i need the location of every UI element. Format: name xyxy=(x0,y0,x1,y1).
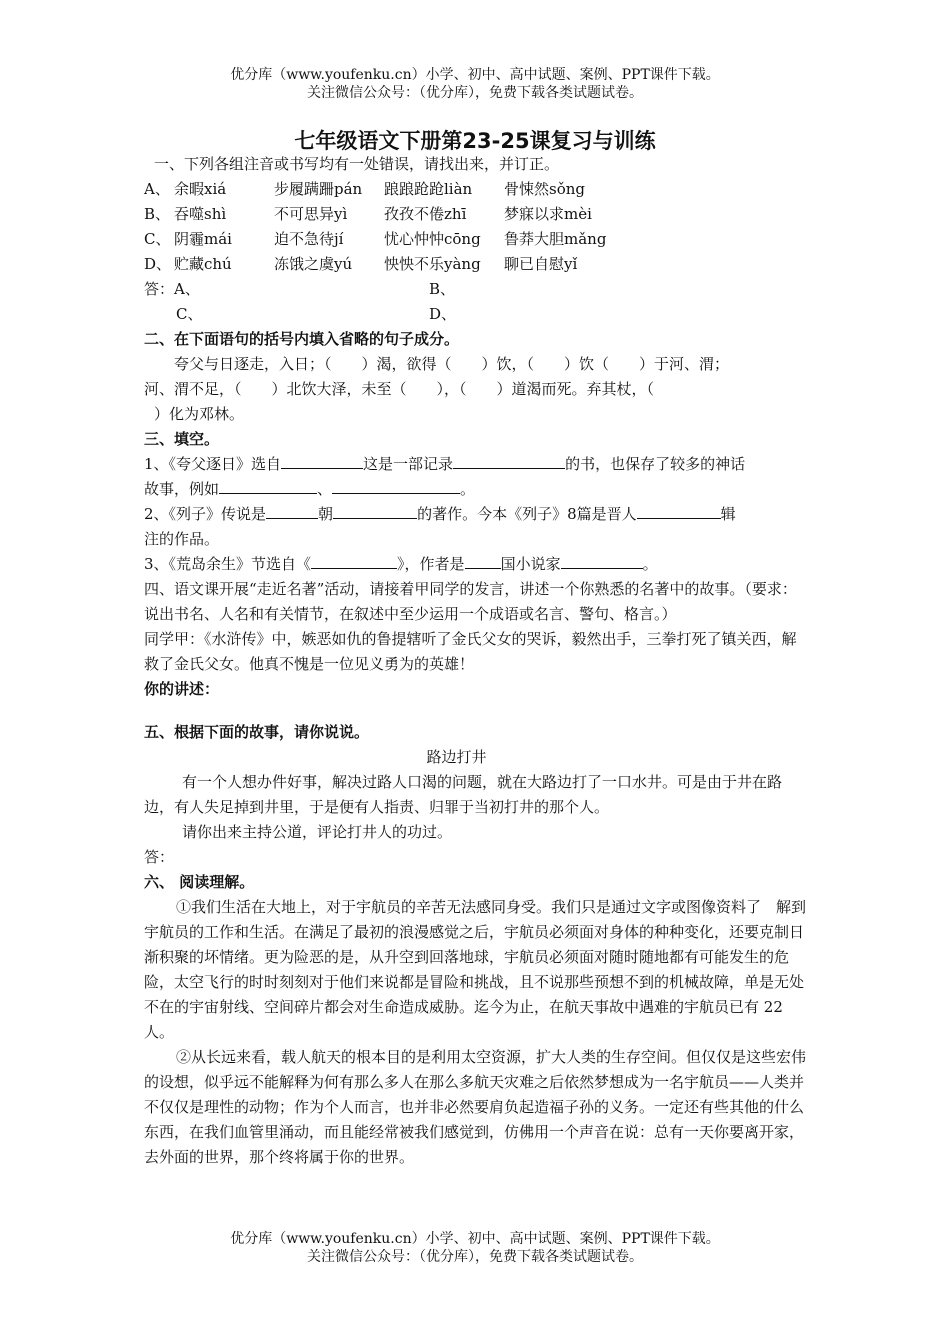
option-item: 吞噬shì xyxy=(174,205,227,223)
fill-blank[interactable] xyxy=(266,502,318,519)
story-question: 请你出来主持公道，评论打井人的功过。 xyxy=(182,823,453,841)
footer-line-1: 优分库（www.youfenku.cn）小学、初中、高中试题、案例、PPT课件下载。 xyxy=(230,1231,720,1247)
section-1-heading: 一、下列各组注音或书写均有一处错误，请找出来，并订正。 xyxy=(154,155,560,173)
fill-text: 朝 xyxy=(318,505,334,523)
document-title: 七年级语文下册第23-25课复习与训练 xyxy=(294,129,656,153)
fill-blank[interactable] xyxy=(453,452,565,469)
fill-text: 这是一部记录 xyxy=(363,455,454,473)
section-6-heading: 六、 阅读理解。 xyxy=(144,873,255,891)
fill-blank[interactable] xyxy=(332,477,460,494)
section-3-heading: 三、填空。 xyxy=(144,430,220,448)
fill-text: 的著作。今本《列子》8篇是晋人 xyxy=(417,505,637,523)
option-d xyxy=(144,252,809,277)
fill-text: 国小说家 xyxy=(500,555,561,573)
option-label: D、 xyxy=(144,255,172,273)
section-2-heading: 二、在下面语句的括号内填入省略的句子成分。 xyxy=(144,330,460,348)
option-label: C、 xyxy=(144,230,171,248)
fill-text: 》，作者是 xyxy=(397,555,465,573)
section-5-answer: 答： xyxy=(144,848,175,866)
header-line-1: 优分库（www.youfenku.cn）小学、初中、高中试题、案例、PPT课件下载。 xyxy=(230,67,720,83)
section-4-prompt: 四、语文课开展“走近名著”活动，请接着甲同学的发言，讲述一个你熟悉的名著中的故事。（要求：说出书名、人名和有关情节，在叙述中至少运用一个成语或名言、警句、格言。） xyxy=(144,580,797,623)
answer-row-1 xyxy=(144,277,809,302)
fill-q2-line-1 xyxy=(144,502,809,527)
section-2-line-1: 夸父与日逐走，入日；（ ）渴，欲得（ ）饮，（ ）饮（ ）于河、渭； xyxy=(174,355,730,373)
answer-d: D、 xyxy=(429,305,457,323)
section-4-answer-label: 你的讲述： xyxy=(144,680,220,698)
option-item: 余暇xiá xyxy=(174,180,227,198)
fill-blank[interactable] xyxy=(465,552,501,569)
section-5-heading: 五、根据下面的故事，请你说说。 xyxy=(144,723,370,741)
story-paragraph: 有一个人想办件好事，解决过路人口渴的问题，就在大路边打了一口水井。可是由于井在路边，有人失足掉到井里，于是便有人指责、归罪于当初打井的那个人。 xyxy=(144,773,783,816)
option-item: 鲁莽大胆mǎng xyxy=(504,230,607,248)
fill-q3 xyxy=(144,552,809,577)
answer-row-2 xyxy=(144,302,809,327)
reading-paragraph-1: ①我们生活在大地上，对于宇航员的辛苦无法感同身受。我们只是通过文字或图像资料了 解到宇航员的工作和生活。在满足了最初的浪漫感觉之后，宇航员必须面对身体的种种变化，还要克制日渐积聚的坏情绪。更为险恶的是，从升空到回落地球，宇航员必须面对随时随地都有可能发生的危险，太空飞行的时时刻刻对于他们来说都是冒险和挑战，且不说那些预想不到的机械故障，单是无处不在的宇宙射线、空间碎片都会对生命造成威胁。迄今为止，在航天事故中遇难的宇航员已有 22人。 xyxy=(144,898,807,1041)
option-item: 贮藏chú xyxy=(174,255,232,273)
option-item: 怏怏不乐yàng xyxy=(384,255,481,273)
fill-text: 、 xyxy=(317,480,333,498)
fill-blank[interactable] xyxy=(637,502,721,519)
option-item: 不可思异yì xyxy=(274,205,348,223)
fill-text: 的书，也保存了较多的神话 xyxy=(565,455,746,473)
option-item: 迫不急待jí xyxy=(274,230,344,248)
fill-blank[interactable] xyxy=(333,502,417,519)
page-footer xyxy=(0,1230,950,1266)
answer-label: 答：A、 xyxy=(144,280,200,298)
fill-q1-line-1 xyxy=(144,452,809,477)
fill-text: 1、《夸父逐日》选自 xyxy=(144,455,282,473)
footer-line-2: 关注微信公众号：（优分库），免费下载各类试题试卷。 xyxy=(307,1249,643,1265)
section-2-line-2: 河、渭不足，（ ）北饮大泽，未至（ ），（ ）道渴而死。弃其杖，（ xyxy=(144,380,655,398)
fill-blank[interactable] xyxy=(281,452,363,469)
fill-text: 2、《列子》传说是 xyxy=(144,505,267,523)
fill-text: 辑 xyxy=(720,505,736,523)
fill-text: 故事，例如 xyxy=(144,480,220,498)
fill-blank[interactable] xyxy=(219,477,317,494)
header-line-2: 关注微信公众号：（优分库），免费下载各类试题试卷。 xyxy=(307,85,643,101)
fill-blank[interactable] xyxy=(561,552,643,569)
option-item: 踉踉跄跄liàn xyxy=(384,180,473,198)
option-item: 骨悚然sǒng xyxy=(504,180,585,198)
option-item: 忧心忡忡cōng xyxy=(384,230,481,248)
document-body xyxy=(144,152,809,1170)
section-2-line-3: ）化为邓林。 xyxy=(154,405,245,423)
fill-blank[interactable] xyxy=(311,552,397,569)
option-label: B、 xyxy=(144,205,171,223)
option-label: A、 xyxy=(144,180,170,198)
option-item: 梦寐以求mèi xyxy=(504,205,592,223)
option-c xyxy=(144,227,809,252)
story-title: 路边打井 xyxy=(426,748,487,766)
answer-b: B、 xyxy=(429,280,456,298)
fill-text: 3、《荒岛余生》节选自《 xyxy=(144,555,312,573)
option-item: 阴霾mái xyxy=(174,230,232,248)
option-item: 孜孜不倦zhī xyxy=(384,205,467,223)
answer-c: C、 xyxy=(176,305,203,323)
option-a xyxy=(144,177,809,202)
option-item: 聊已自慰yǐ xyxy=(504,255,578,273)
reading-paragraph-2: ②从长远来看，载人航天的根本目的是利用太空资源，扩大人类的生存空间。但仅仅是这些宏伟的设想，似乎远不能解释为何有那么多人在那么多航天灾难之后依然梦想成为一名宇航员——人类并不仅仅是理性的动物；作为个人而言，也并非必然要肩负起造福子孙的义务。一定还有些其他的什么东西，在我们血管里涌动，而且能经常被我们感觉到，仿佛用一个声音在说：总有一天你要离开家，去外面的世界，那个终将属于你的世界。 xyxy=(144,1048,807,1166)
fill-q1-line-2 xyxy=(144,477,809,502)
option-item: 冻饿之虞yú xyxy=(274,255,353,273)
section-4-example: 同学甲：《水浒传》中，嫉恶如仇的鲁提辖听了金氏父女的哭诉，毅然出手，三拳打死了镇关西，解救了金氏父女。他真不愧是一位见义勇为的英雄！ xyxy=(144,630,797,673)
option-b xyxy=(144,202,809,227)
fill-q2-line-2: 注的作品。 xyxy=(144,530,220,548)
fill-text: 。 xyxy=(642,555,658,573)
page-header xyxy=(0,66,950,102)
fill-text: 。 xyxy=(460,480,476,498)
option-item: 步履蹒跚pán xyxy=(274,180,363,198)
